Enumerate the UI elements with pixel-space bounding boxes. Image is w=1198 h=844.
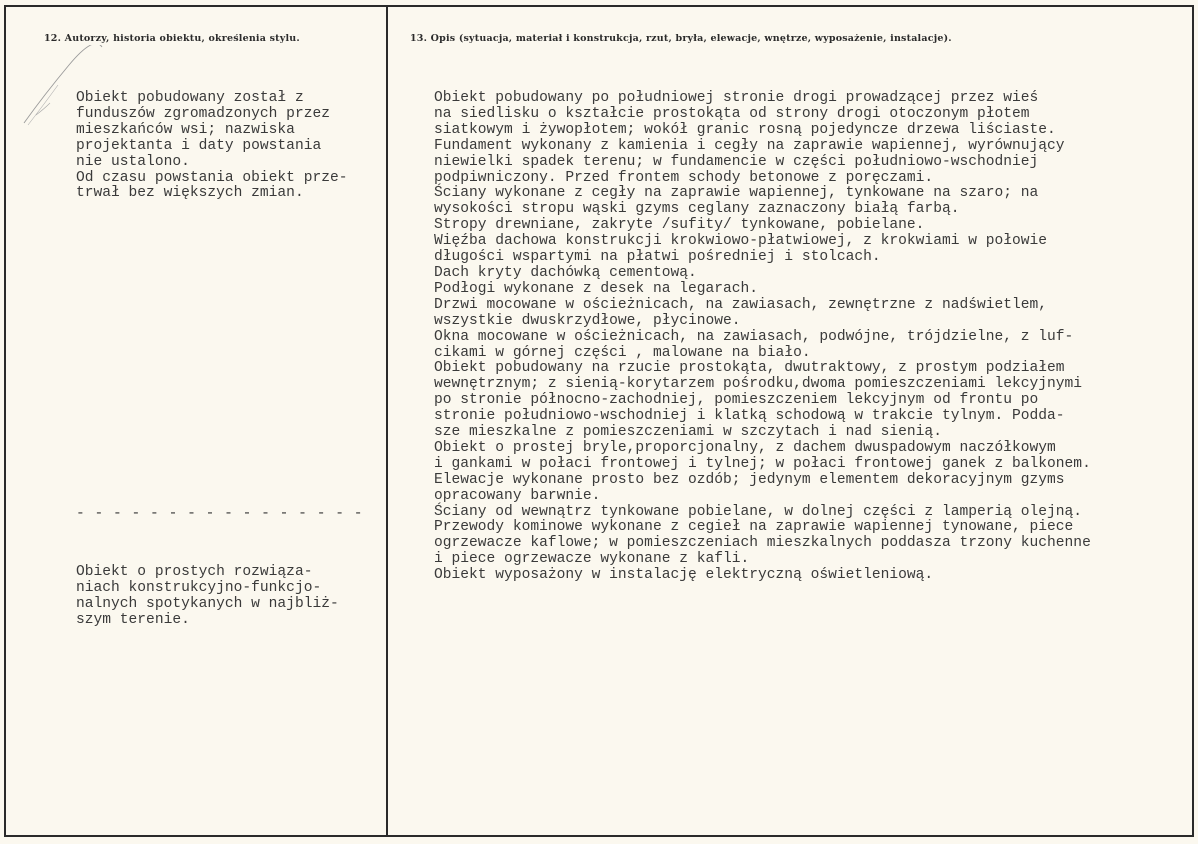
authors-history-text: Obiekt pobudowany został z funduszów zgromadzonych przez mieszkańców wsi; nazwiska projektanta i daty powstania nie ustalono. Od czasu powstania obiekt prze- trwał bez większych zmian. [76, 90, 348, 202]
building-description-text: Obiekt pobudowany po południowej stronie drogi prowadzącej przez wieś na siedlisku o kształcie prostokąta od strony drogi otoczonym płotem siatkowym i żywopłotem; wokół granic rosną pojedyncze drzewa liściaste. Fundament wykonany z kamienia i cegły na zaprawie wapiennej, wyrównujący niewielki spadek terenu; w fundamencie w części południowo-wschodniej podpiwniczony. Przed frontem schody betonowe z poręczami. Ściany wykonane z cegły na zaprawie wapiennej, tynkowane na szaro; na wysokości stropu wąski gzyms ceglany zaznaczony białą farbą. Stropy drewniane, zakryte /sufity/ tynkowane, pobielane. Więźba dachowa konstrukcji krokwiowo-płatwiowej, z krokwiami w połowie długości wspartymi na płatwi pośredniej i stolcach. Dach kryty dachówką cementową. Podłogi wykonane z desek na legarach. Drzwi mocowane w ościeżnicach, na zawiasach, zewnętrzne z nadświetlem, wszystkie dwuskrzydłowe, płycinowe. Okna mocowane w ościeżnicach, na zawiasach, podwójne, trójdzielne, z luf- cikami w górnej części , malowane na biało. Obiekt pobudowany na rzucie prostokąta, dwutraktowy, z prostym podziałem wewnętrznym; z sienią-korytarzem pośrodku,dwoma pomieszczeniami lekcyjnymi po stronie północno-zachodniej, pomieszczeniem lekcyjnym od frontu po stronie południowo-wschodniej i klatką schodową w trakcie tylnym. Podda- sze mieszkalne z pomieszczeniami w szczytach i nad sienią. Obiekt o prostej bryle,proporcjonalny, z dachem dwuspadowym naczółkowym i gankami w połaci frontowej i tylnej; w połaci frontowej ganek z balkonem. Elewacje wykonane prosto bez ozdób; jedynym elementem dekoracyjnym gzyms opracowany barwnie. Ściany od wewnątrz tynkowane pobielane, w dolnej części z lamperią olejną. Przewody kominowe wykonane z cegieł na zaprawie wapiennej tynowane, piece ogrzewacze kaflowe; w pomieszczeniach mieszkalnych poddasza trzony kuchenne i piece ogrzewacze wykonane z kafli. Obiekt wyposażony w instalację elektryczną oświetleniową. [434, 90, 1091, 584]
dashed-separator: - - - - - - - - - - - - - - - - [76, 506, 363, 522]
style-description-text: Obiekt o prostych rozwiąza- niach konstrukcyjno-funkcjo- nalnych spotykanych w najbliż- szym terenie. [76, 564, 339, 628]
bottom-border [4, 835, 1194, 837]
section-13-heading: 13. Opis (sytuacja, materiał i konstrukcja, rzut, bryła, elewacje, wnętrze, wyposażenie, instalacje). [410, 33, 952, 44]
section-12-heading: 12. Autorzy, historia obiektu, określenia stylu. [44, 33, 300, 44]
top-border [4, 5, 1194, 7]
left-border [4, 5, 6, 837]
right-border [1192, 5, 1194, 837]
column-divider [386, 5, 388, 837]
